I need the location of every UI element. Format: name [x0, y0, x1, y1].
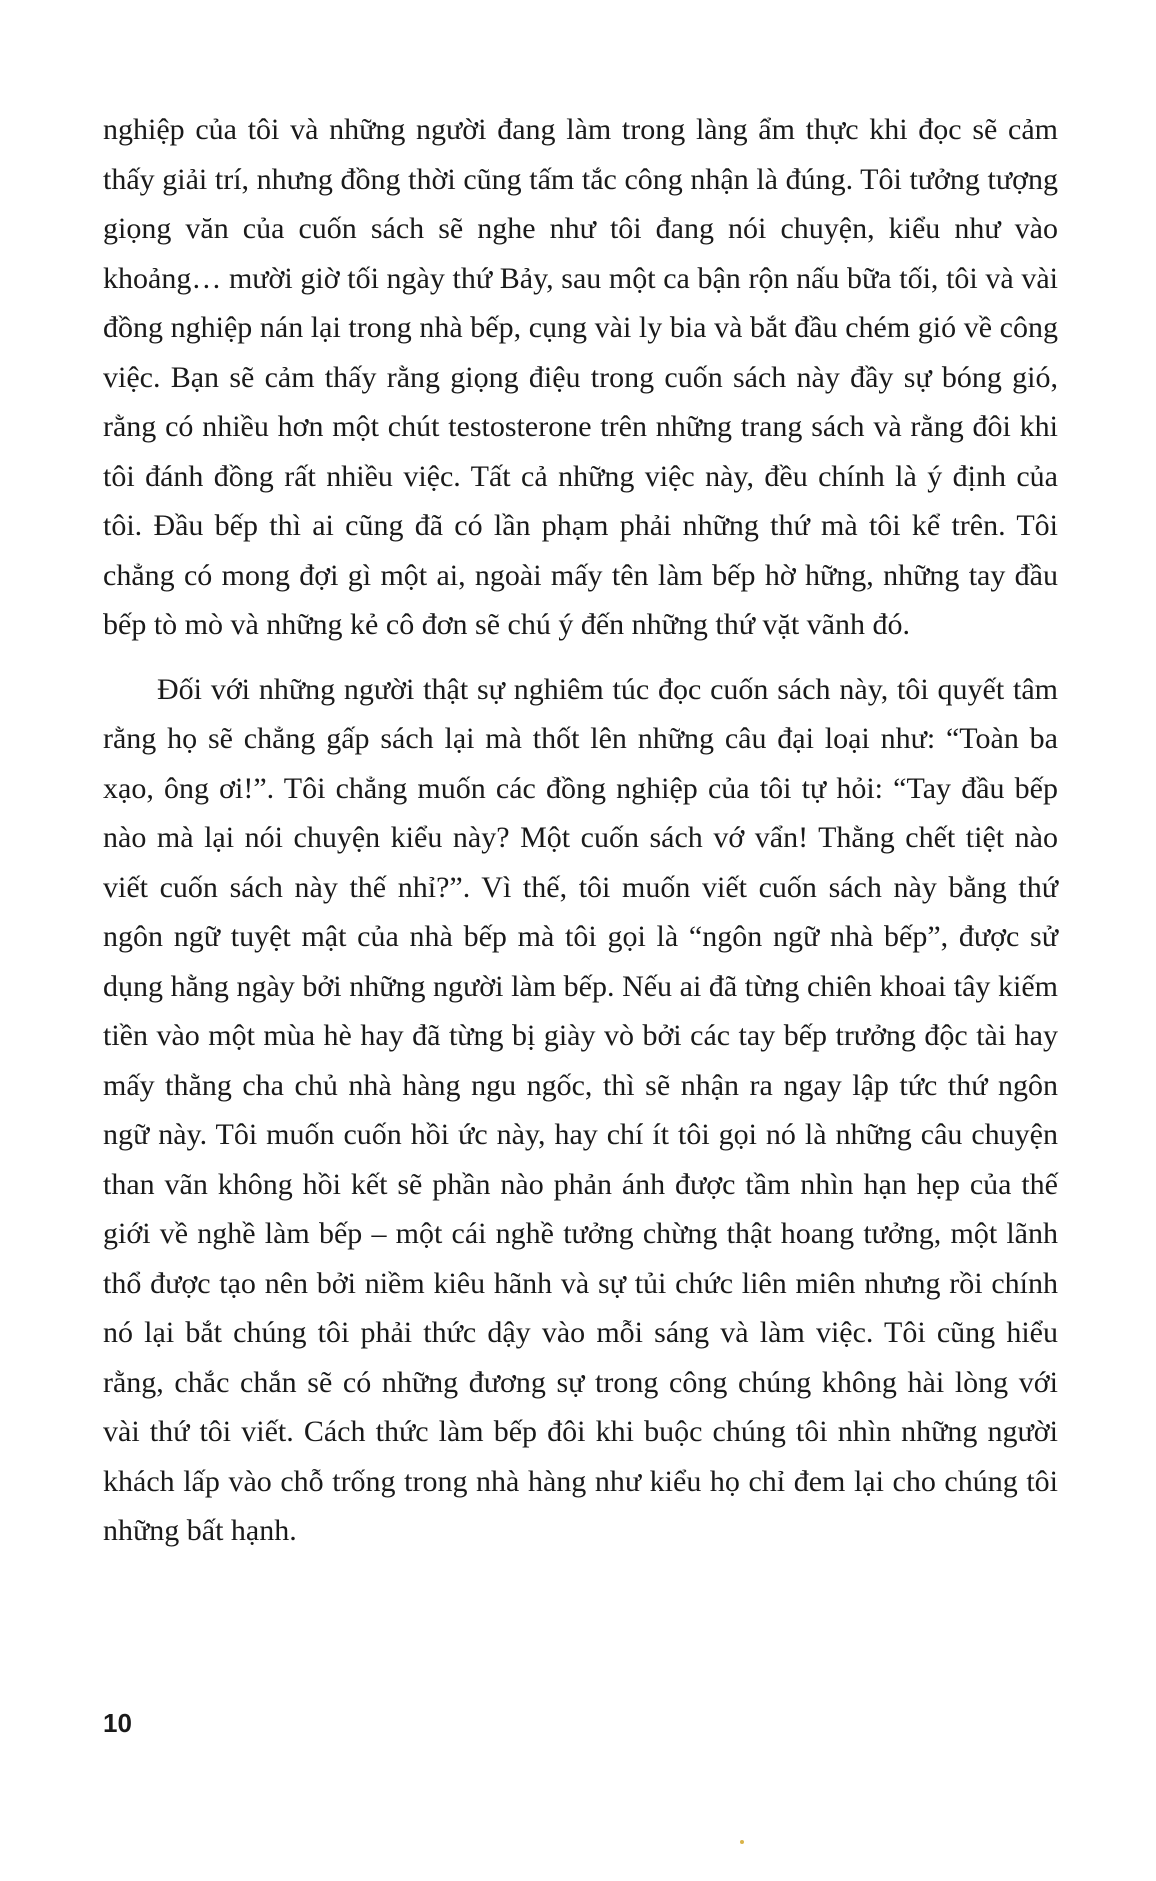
paragraph: Đối với những người thật sự nghiêm túc đọc cuốn sách này, tôi quyết tâm rằng họ sẽ chẳng gấp sách lại mà thốt lên những câu đại loại như: “Toàn ba xạo, ông ơi!”. Tôi chẳng muốn các đồng nghiệp của tôi tự hỏi: “Tay đầu bếp nào mà lại nói chuyện kiểu này? Một cuốn sách vớ vẩn! Thằng chết tiệt nào viết cuốn sách này thế nhỉ?”. Vì thế, tôi muốn viết cuốn sách này bằng thứ ngôn ngữ tuyệt mật của nhà bếp mà tôi gọi là “ngôn ngữ nhà bếp”, được sử dụng hằng ngày bởi những người làm bếp. Nếu ai đã từng chiên khoai tây kiếm tiền vào một mùa hè hay đã từng bị giày vò bởi các tay bếp trưởng độc tài hay mấy thằng cha chủ nhà hàng ngu ngốc, thì sẽ nhận ra ngay lập tức thứ ngôn ngữ này. Tôi muốn cuốn hồi ức này, hay chí ít tôi gọi nó là những câu chuyện than vãn không hồi kết sẽ phần nào phản ánh được tầm nhìn hạn hẹp của thế giới về nghề làm bếp – một cái nghề tưởng chừng thật hoang tưởng, một lãnh thổ được tạo nên bởi niềm kiêu hãnh và sự tủi chức liên miên nhưng rồi chính nó lại bắt chúng tôi phải thức dậy vào mỗi sáng và làm việc. Tôi cũng hiểu rằng, chắc chắn sẽ có những đương sự trong công chúng không hài lòng với vài thứ tôi viết. Cách thức làm bếp đôi khi buộc chúng tôi nhìn những người khách lấp vào chỗ trống trong nhà hàng như kiểu họ chỉ đem lại cho chúng tôi những bất hạnh. — [103, 672, 1058, 1547]
scan-speck — [740, 1840, 744, 1844]
paragraph-continued: nghiệp của tôi và những người đang làm trong làng ẩm thực khi đọc sẽ cảm thấy giải trí, nhưng đồng thời cũng tấm tắc công nhận là đúng. Tôi tưởng tượng giọng văn của cuốn sách sẽ nghe như tôi đang nói chuyện, kiểu như vào khoảng… mười giờ tối ngày thứ Bảy, sau một ca bận rộn nấu bữa tối, tôi và vài đồng nghiệp nán lại trong nhà bếp, cụng vài ly bia và bắt đầu chém gió về công việc. Bạn sẽ cảm thấy rằng giọng điệu trong cuốn sách này đầy sự bóng gió, rằng có nhiều hơn một chút testosterone trên những trang sách và rằng đôi khi tôi đánh đồng rất nhiều việc. Tất cả những việc này, đều chính là ý định của tôi. Đầu bếp thì ai cũng đã có lần phạm phải những thứ mà tôi kể trên. Tôi chẳng có mong đợi gì một ai, ngoài mấy tên làm bếp hờ hững, những tay đầu bếp tò mò và những kẻ cô đơn sẽ chú ý đến những thứ vặt vãnh đó. — [103, 113, 1058, 641]
page-number: 10 — [103, 1708, 132, 1738]
body-text — [103, 105, 1058, 1556]
